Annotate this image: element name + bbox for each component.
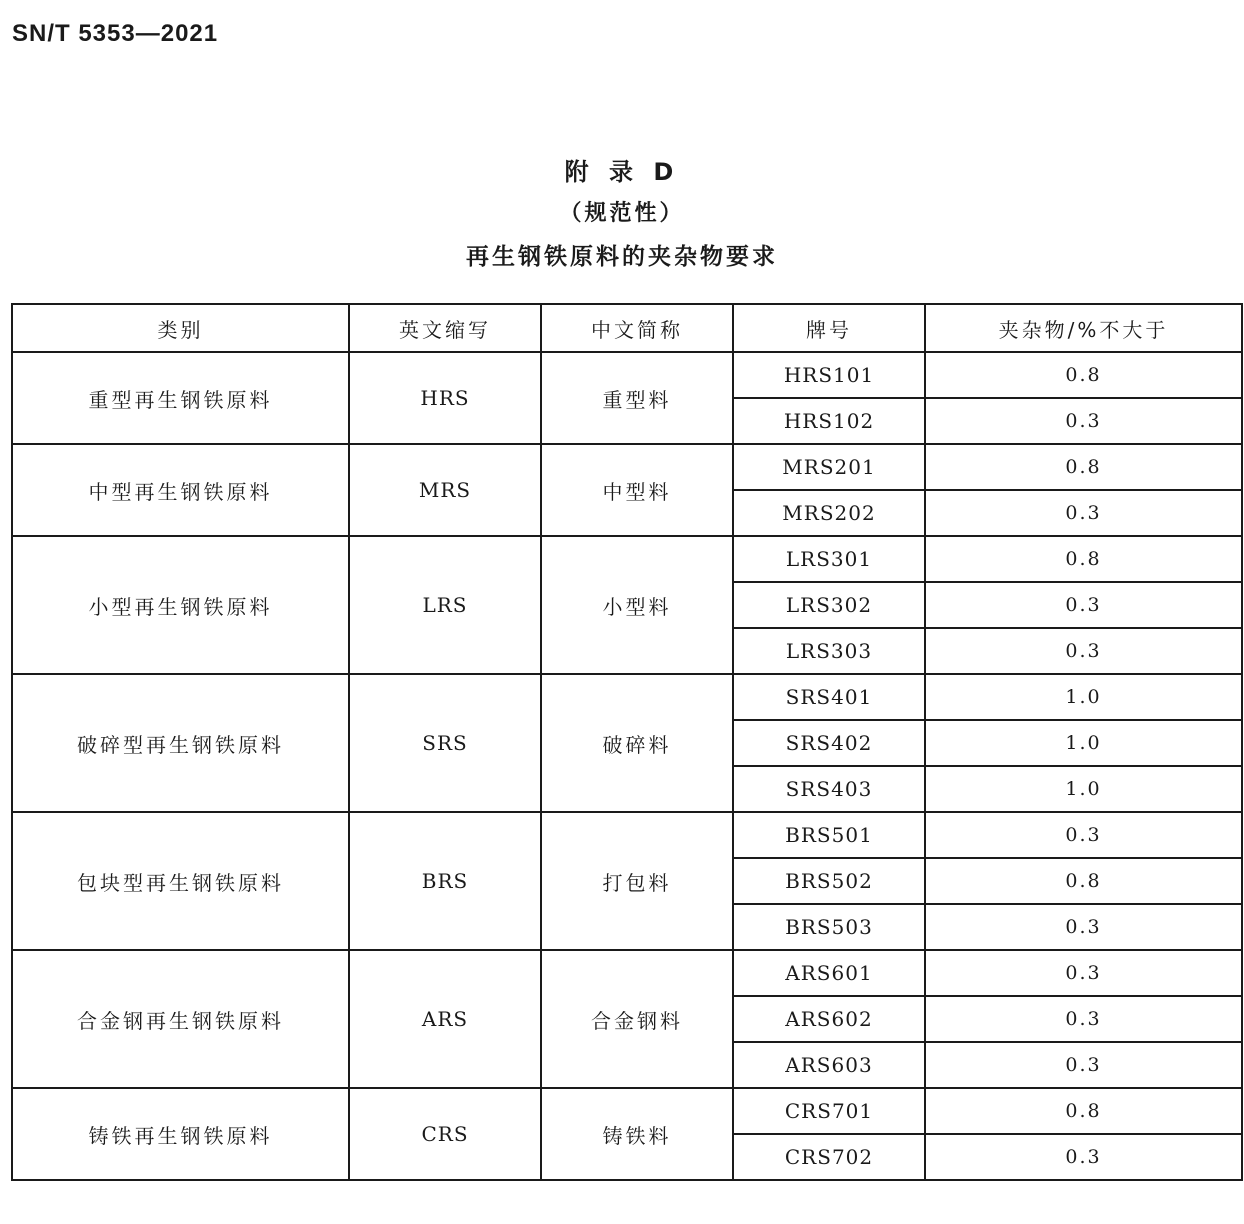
abbreviation-cell: ARS	[349, 950, 541, 1088]
short-name-cell: 小型料	[541, 536, 733, 674]
annex-normative: （规范性）	[559, 201, 685, 226]
table-row	[12, 674, 1242, 720]
abbreviation-cell: CRS	[349, 1088, 541, 1180]
inclusion-value-cell: 0.3	[925, 628, 1242, 674]
inclusion-value-cell: 0.3	[925, 950, 1242, 996]
column-header-grade: 牌号	[733, 304, 925, 352]
abbreviation-cell: LRS	[349, 536, 541, 674]
inclusion-value-cell: 0.8	[925, 352, 1242, 398]
short-name-cell: 中型料	[541, 444, 733, 536]
inclusion-value-cell: 1.0	[925, 674, 1242, 720]
inclusion-value-cell: 1.0	[925, 766, 1242, 812]
grade-cell: BRS501	[733, 812, 925, 858]
inclusion-value-cell: 0.8	[925, 858, 1242, 904]
short-name-cell: 铸铁料	[541, 1088, 733, 1180]
category-cell: 包块型再生钢铁原料	[12, 812, 349, 950]
abbreviation-cell: SRS	[349, 674, 541, 812]
grade-cell: CRS701	[733, 1088, 925, 1134]
standard-code: SN/T 5353—2021	[12, 20, 219, 47]
grade-cell: SRS403	[733, 766, 925, 812]
grade-cell: MRS201	[733, 444, 925, 490]
category-cell: 重型再生钢铁原料	[12, 352, 349, 444]
table-header-row	[12, 304, 1242, 352]
grade-cell: LRS302	[733, 582, 925, 628]
inclusion-value-cell: 0.3	[925, 490, 1242, 536]
inclusion-value-cell: 0.3	[925, 582, 1242, 628]
table-row	[12, 1088, 1242, 1134]
grade-cell: ARS603	[733, 1042, 925, 1088]
inclusion-value-cell: 1.0	[925, 720, 1242, 766]
inclusion-value-cell: 0.8	[925, 536, 1242, 582]
table-body	[12, 352, 1242, 1180]
grade-cell: MRS202	[733, 490, 925, 536]
abbreviation-cell: BRS	[349, 812, 541, 950]
category-cell: 小型再生钢铁原料	[12, 536, 349, 674]
grade-cell: BRS503	[733, 904, 925, 950]
inclusion-value-cell: 0.8	[925, 1088, 1242, 1134]
grade-cell: BRS502	[733, 858, 925, 904]
short-name-cell: 破碎料	[541, 674, 733, 812]
inclusion-value-cell: 0.3	[925, 1042, 1242, 1088]
abbreviation-cell: HRS	[349, 352, 541, 444]
column-header-inclusion: 夹杂物/%不大于	[925, 304, 1242, 352]
table-row	[12, 812, 1242, 858]
grade-cell: LRS301	[733, 536, 925, 582]
inclusion-requirements-table	[11, 303, 1243, 1181]
grade-cell: ARS602	[733, 996, 925, 1042]
inclusion-value-cell: 0.3	[925, 398, 1242, 444]
inclusion-value-cell: 0.8	[925, 444, 1242, 490]
column-header-category: 类别	[12, 304, 349, 352]
inclusion-value-cell: 0.3	[925, 904, 1242, 950]
inclusion-value-cell: 0.3	[925, 1134, 1242, 1180]
short-name-cell: 重型料	[541, 352, 733, 444]
column-header-abbreviation: 英文缩写	[349, 304, 541, 352]
category-cell: 中型再生钢铁原料	[12, 444, 349, 536]
grade-cell: ARS601	[733, 950, 925, 996]
category-cell: 合金钢再生钢铁原料	[12, 950, 349, 1088]
grade-cell: HRS102	[733, 398, 925, 444]
inclusion-value-cell: 0.3	[925, 996, 1242, 1042]
annex-title: 再生钢铁原料的夹杂物要求	[466, 244, 778, 270]
grade-cell: HRS101	[733, 352, 925, 398]
annex-label: 附 录 D	[564, 158, 680, 186]
abbreviation-cell: MRS	[349, 444, 541, 536]
table-row	[12, 950, 1242, 996]
short-name-cell: 合金钢料	[541, 950, 733, 1088]
category-cell: 铸铁再生钢铁原料	[12, 1088, 349, 1180]
table-row	[12, 444, 1242, 490]
grade-cell: LRS303	[733, 628, 925, 674]
grade-cell: CRS702	[733, 1134, 925, 1180]
inclusion-value-cell: 0.3	[925, 812, 1242, 858]
grade-cell: SRS401	[733, 674, 925, 720]
grade-cell: SRS402	[733, 720, 925, 766]
short-name-cell: 打包料	[541, 812, 733, 950]
column-header-short-name: 中文简称	[541, 304, 733, 352]
table-row	[12, 536, 1242, 582]
table-row	[12, 352, 1242, 398]
category-cell: 破碎型再生钢铁原料	[12, 674, 349, 812]
